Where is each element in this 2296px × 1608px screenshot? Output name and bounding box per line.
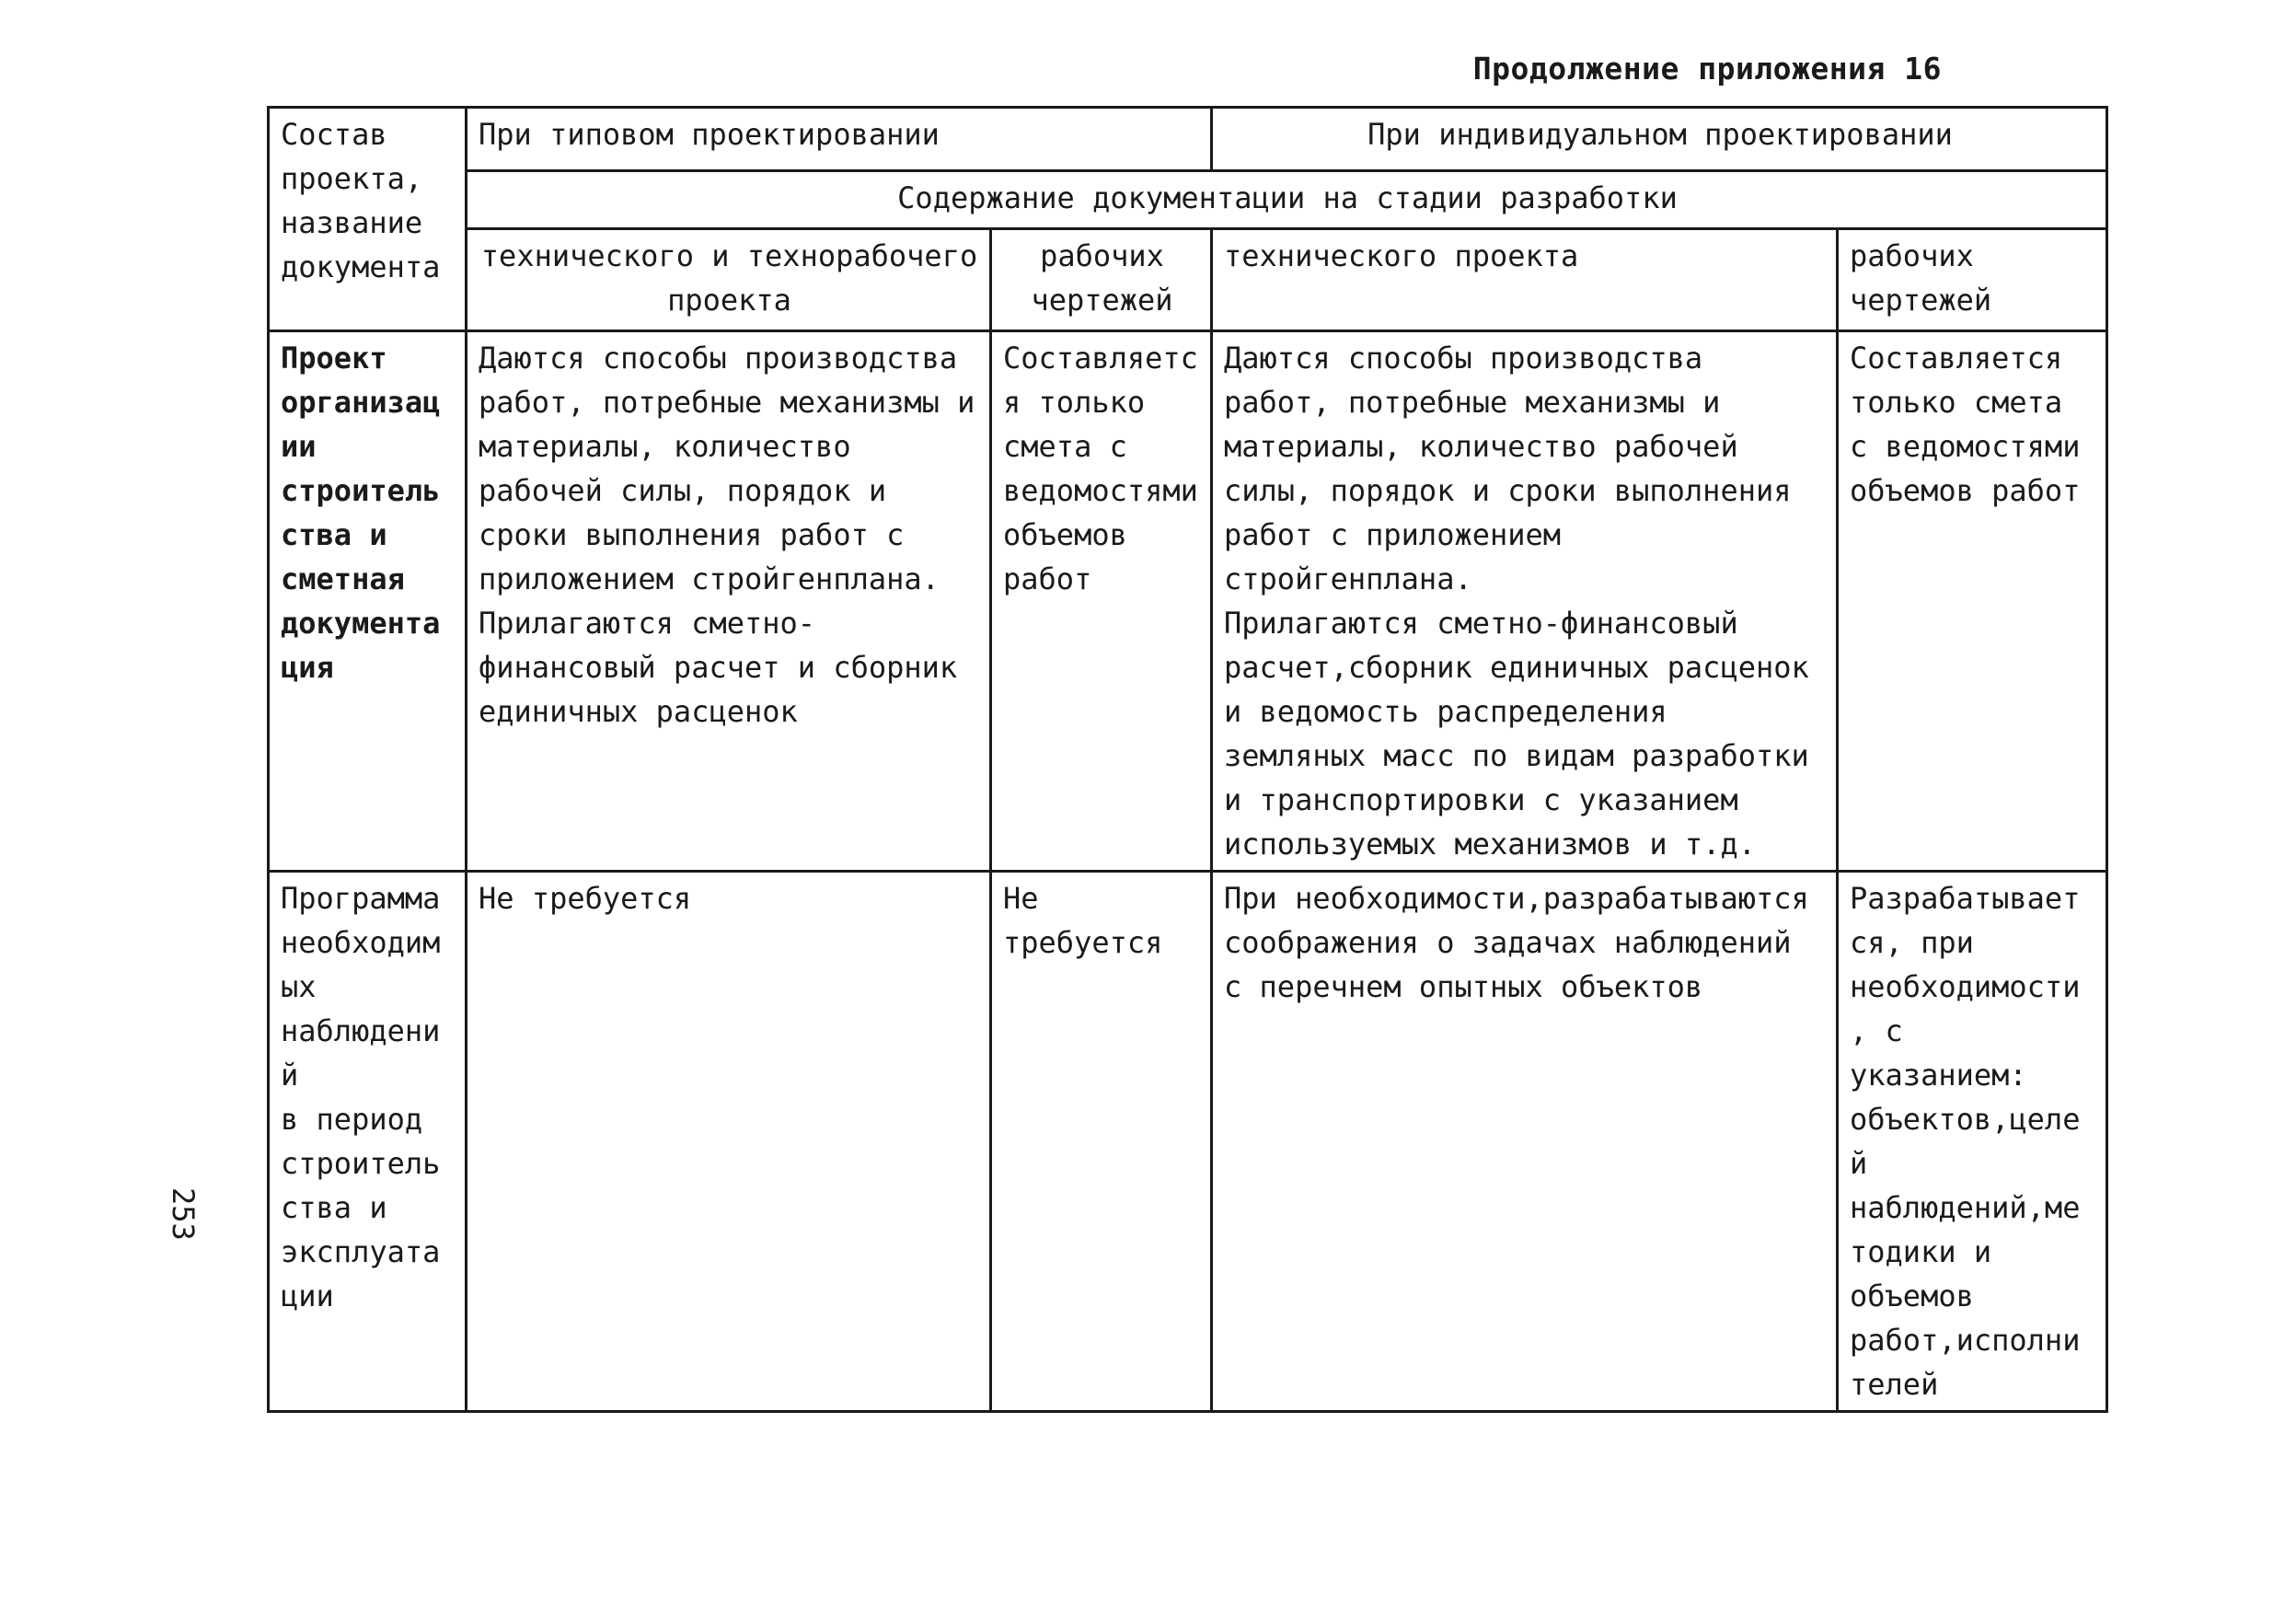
header-typical-tech: технического и технорабочего проекта — [467, 229, 991, 331]
table-row — [269, 331, 2107, 872]
row-individual-working: Разрабатывается, при необходимости, с указанием: объектов,целей наблюдений,методики и объемов работ,исполнителей — [1838, 872, 2107, 1412]
row-typical-tech: Не требуется — [467, 872, 991, 1412]
row-individual-working: Составляется только смета с ведомостями объемов работ — [1838, 331, 2107, 872]
row-typical-working: Не требуется — [991, 872, 1212, 1412]
row-typical-working: Составляется только смета с ведомостями объемов работ — [991, 331, 1212, 872]
header-row-stages — [269, 229, 2107, 331]
header-row-design-type — [269, 108, 2107, 171]
header-individual-working: рабочих чертежей — [1838, 229, 2107, 331]
row-typical-tech: Даются способы производства работ, потребные механизмы и материалы, количество рабочей силы, порядок и сроки выполнения работ с приложением стройгенплана. Прилагаются сметно-финансовый расчет и сборник единичных расценок — [467, 331, 991, 872]
header-composition: Состав проекта, название документа — [269, 108, 467, 331]
documentation-table — [267, 106, 2108, 1413]
row-individual-tech: При необходимости,разрабатываются соображения о задачах наблюдений с перечнем опытных объектов — [1212, 872, 1838, 1412]
row-name: Проект организации строительства и сметная документация — [269, 331, 467, 872]
header-individual-tech: технического проекта — [1212, 229, 1838, 331]
header-typical-working: рабочих чертежей — [991, 229, 1212, 331]
header-content-stage: Содержание документации на стадии разработки — [467, 171, 2107, 229]
header-typical-design: При типовом проектировании — [467, 108, 1212, 171]
page-header: Продолжение приложения 16 — [1472, 51, 1942, 87]
header-individual-design: При индивидуальном проектировании — [1212, 108, 2107, 171]
table-row — [269, 872, 2107, 1412]
row-individual-tech: Даются способы производства работ, потребные механизмы и материалы, количество рабочей силы, порядок и сроки выполнения работ с приложением стройгенплана. Прилагаются сметно-финансовый расчет,сборник единичных расценок и ведомость распределения земляных масс по видам разработки и транспортировки с указанием используемых механизмов и т.д. — [1212, 331, 1838, 872]
header-row-content — [269, 171, 2107, 229]
row-name: Программа необходимых наблюдений в период строительства и эксплуатации — [269, 872, 467, 1412]
page-number: 253 — [166, 1187, 201, 1241]
